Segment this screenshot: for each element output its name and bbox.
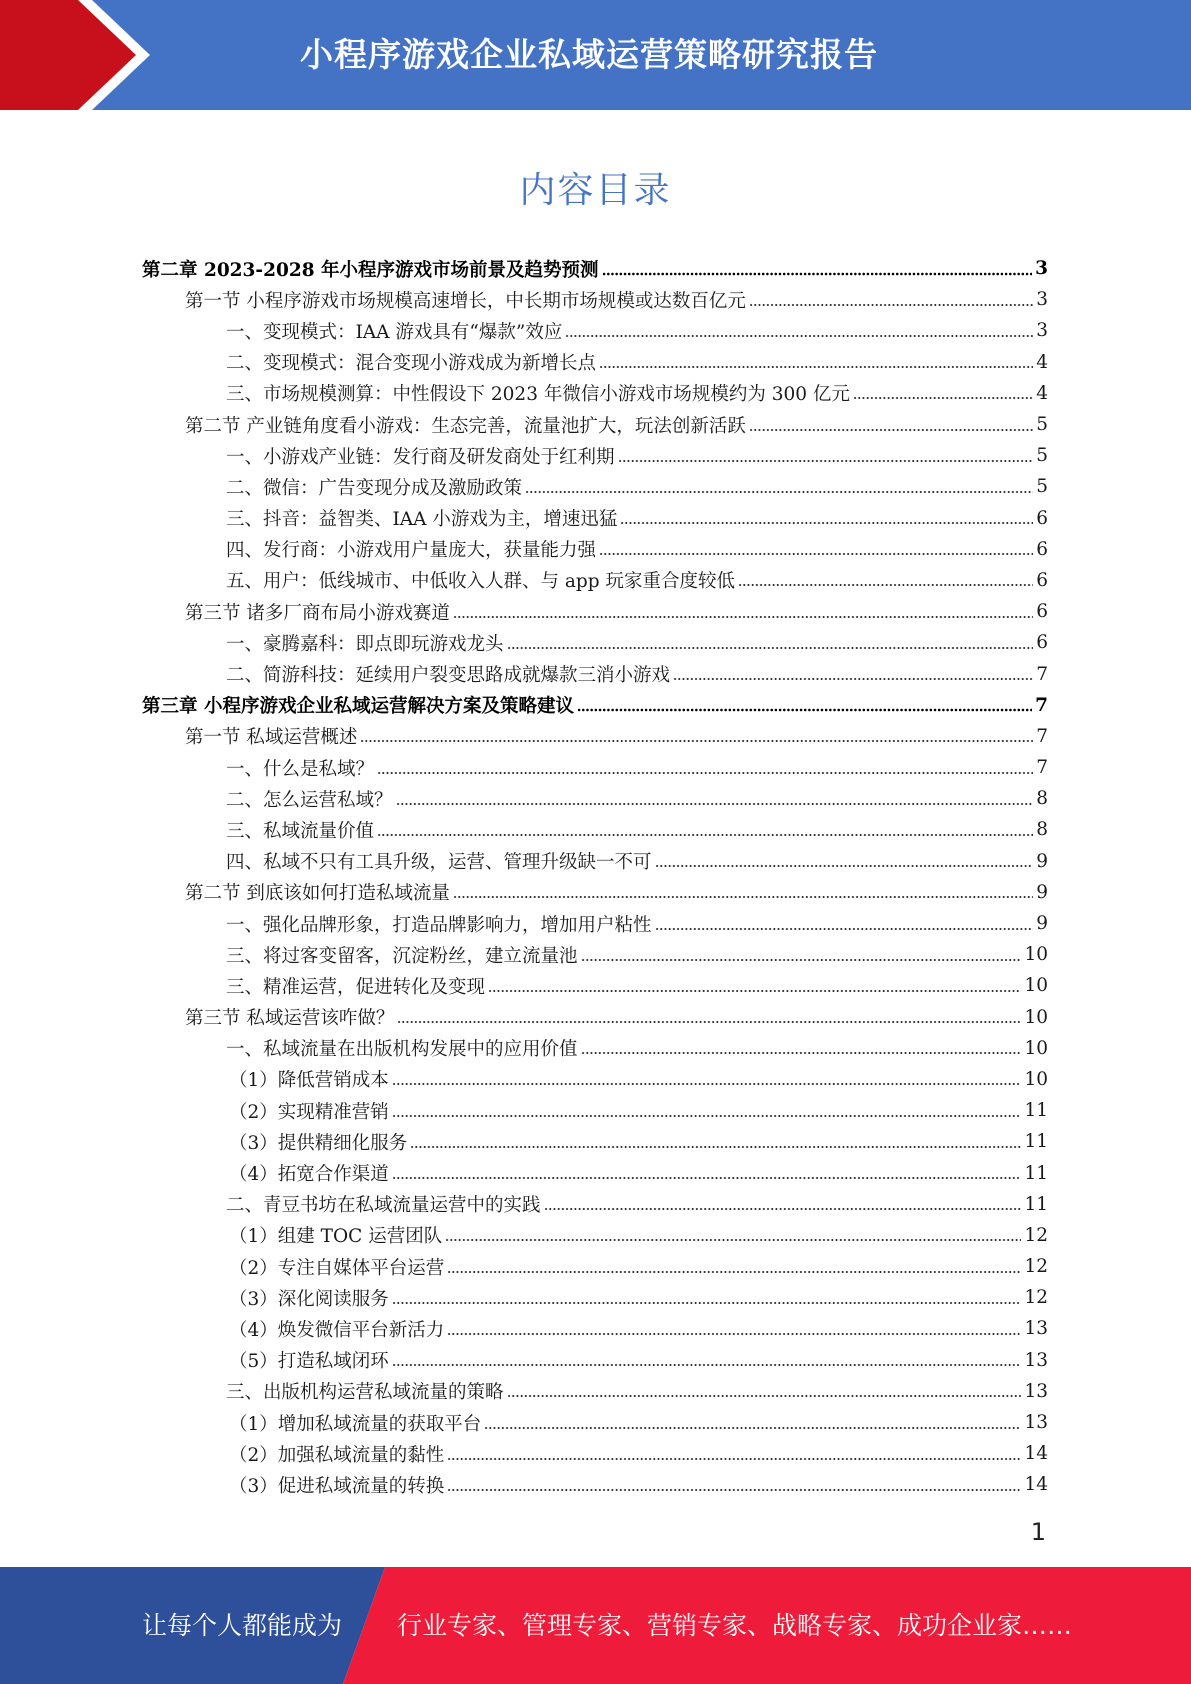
toc-entry-title: 二、简游科技：延续用户裂变思路成就爆款三消小游戏 — [226, 665, 671, 687]
toc-entry-title: （1）组建 TOC 运营团队 — [229, 1226, 443, 1248]
toc-dot-leader — [392, 1362, 1022, 1368]
toc-entry-title: 二、微信：广告变现分成及激励政策 — [226, 477, 523, 499]
toc-dot-leader — [853, 395, 1033, 401]
toc-subsection-entry[interactable] — [142, 752, 1048, 783]
toc-section-entry[interactable] — [142, 1002, 1048, 1033]
toc-dot-leader — [544, 1206, 1022, 1212]
toc-dot-leader — [447, 1487, 1021, 1493]
toc-entry-title: （3）促进私域流量的转换 — [229, 1475, 445, 1497]
toc-dot-leader — [738, 582, 1033, 588]
toc-entry-page: 9 — [1036, 881, 1048, 903]
toc-dot-leader — [360, 738, 1033, 744]
toc-entry-title: 二、怎么运营私域？ — [226, 789, 393, 811]
page-number: 1 — [1030, 1518, 1046, 1546]
toc-dot-leader — [525, 489, 1033, 495]
toc-entry-title: 三、出版机构运营私域流量的策略 — [226, 1382, 504, 1404]
toc-entry-page: 9 — [1036, 850, 1048, 872]
toc-subsection-entry[interactable] — [142, 1313, 1048, 1344]
toc-section-entry[interactable] — [142, 284, 1048, 315]
toc-entry-title: （5）打造私域闭环 — [229, 1351, 389, 1373]
toc-entry-page: 10 — [1024, 1037, 1048, 1059]
toc-dot-leader — [602, 271, 1033, 277]
toc-entry-page: 12 — [1024, 1256, 1048, 1278]
page-footer — [0, 1567, 1191, 1684]
toc-entry-page: 4 — [1036, 382, 1048, 404]
toc-subsection-entry[interactable] — [142, 1064, 1048, 1095]
toc-subsection-entry[interactable] — [142, 1376, 1048, 1407]
toc-entry-page: 12 — [1024, 1287, 1048, 1309]
toc-dot-leader — [377, 770, 1033, 776]
toc-dot-leader — [749, 427, 1033, 433]
toc-subsection-entry[interactable] — [142, 1407, 1048, 1438]
toc-entry-page: 11 — [1024, 1162, 1048, 1184]
toc-dot-leader — [620, 520, 1033, 526]
toc-entry-page: 5 — [1036, 445, 1048, 467]
toc-subsection-entry[interactable] — [142, 1220, 1048, 1251]
toc-entry-title: 一、小游戏产业链：发行商及研发商处于红利期 — [226, 446, 615, 468]
toc-entry-title: 二、青豆书坊在私域流量运营中的实践 — [226, 1195, 541, 1217]
toc-entry-title: 第二章 2023-2028 年小程序游戏市场前景及趋势预测 — [142, 259, 599, 281]
toc-entry-title: 一、变现模式：IAA 游戏具有“爆款”效应 — [226, 321, 563, 343]
toc-dot-leader — [392, 1175, 1022, 1181]
toc-entry-page: 4 — [1036, 351, 1048, 373]
footer-slogan-left: 让每个人都能成为 — [142, 1611, 343, 1640]
toc-chapter-entry[interactable] — [142, 690, 1048, 721]
toc-dot-leader — [618, 458, 1034, 464]
toc-entry-title: 一、什么是私域？ — [226, 758, 375, 780]
toc-entry-title: 第二节 到底该如何打造私域流量 — [185, 883, 450, 905]
toc-dot-leader — [507, 1393, 1022, 1399]
toc-subsection-entry[interactable] — [142, 814, 1048, 845]
toc-subsection-entry[interactable] — [142, 1033, 1048, 1064]
toc-entry-title: 三、市场规模测算：中性假设下 2023 年微信小游戏市场规模约为 300 亿元 — [226, 384, 850, 406]
toc-entry-title: （3）提供精细化服务 — [229, 1132, 408, 1154]
toc-dot-leader — [581, 957, 1022, 963]
toc-entry-title: 第一节 小程序游戏市场规模高速增长，中长期市场规模或达数百亿元 — [185, 290, 746, 312]
toc-subsection-entry[interactable] — [142, 1438, 1048, 1469]
toc-entry-page: 7 — [1036, 725, 1048, 747]
header-arrow-decoration — [0, 0, 160, 110]
toc-entry-title: 三、抖音：益智类、IAA 小游戏为主，增速迅猛 — [226, 509, 618, 531]
toc-entry-title: （1）增加私域流量的获取平台 — [229, 1413, 482, 1435]
toc-subsection-entry[interactable] — [142, 939, 1048, 970]
report-title: 小程序游戏企业私域运营策略研究报告 — [300, 35, 878, 74]
toc-entry-title: 四、发行商：小游戏用户量庞大，获量能力强 — [226, 540, 597, 562]
toc-entry-page: 14 — [1024, 1474, 1048, 1496]
toc-dot-leader — [749, 302, 1033, 308]
toc-section-entry[interactable] — [142, 721, 1048, 752]
toc-subsection-entry[interactable] — [142, 1345, 1048, 1376]
toc-entry-title: 四、私域不只有工具升级，运营、管理升级缺一不可 — [226, 852, 652, 874]
footer-slogan-right: 行业专家、管理专家、营销专家、战略专家、成功企业家…… — [397, 1611, 1073, 1640]
toc-dot-leader — [392, 1081, 1022, 1087]
toc-dot-leader — [447, 1331, 1021, 1337]
toc-subsection-entry[interactable] — [142, 970, 1048, 1001]
toc-dot-leader — [484, 1425, 1021, 1431]
toc-entry-page: 6 — [1036, 538, 1048, 560]
toc-dot-leader — [392, 1300, 1022, 1306]
toc-entry-page: 6 — [1036, 569, 1048, 591]
toc-entry-title: 一、豪腾嘉科：即点即玩游戏龙头 — [226, 633, 504, 655]
toc-entry-title: （4）拓宽合作渠道 — [229, 1164, 389, 1186]
toc-entry-title: 一、强化品牌形象，打造品牌影响力，增加用户粘性 — [226, 914, 652, 936]
toc-entry-page: 11 — [1024, 1193, 1048, 1215]
toc-subsection-entry[interactable] — [142, 1469, 1048, 1500]
toc-subsection-entry[interactable] — [142, 1189, 1048, 1220]
toc-entry-page: 5 — [1036, 476, 1048, 498]
toc-entry-page: 14 — [1024, 1443, 1048, 1465]
toc-entry-title: 三、将过客变留客，沉淀粉丝，建立流量池 — [226, 945, 578, 967]
toc-entry-page: 11 — [1024, 1131, 1048, 1153]
toc-entry-page: 7 — [1035, 694, 1048, 716]
toc-entry-title: 第三节 私域运营该咋做？ — [185, 1008, 395, 1030]
toc-dot-leader — [396, 801, 1034, 807]
toc-entry-page: 3 — [1036, 289, 1048, 311]
toc-entry-page: 8 — [1036, 819, 1048, 841]
toc-dot-leader — [453, 894, 1033, 900]
toc-entry-page: 10 — [1024, 975, 1048, 997]
toc-subsection-entry[interactable] — [142, 658, 1048, 689]
toc-dot-leader — [599, 551, 1033, 557]
toc-dot-leader — [377, 832, 1033, 838]
toc-dot-leader — [507, 645, 1034, 651]
toc-entry-page: 3 — [1036, 320, 1048, 342]
toc-entry-title: （2）实现精准营销 — [229, 1101, 389, 1123]
toc-entry-page: 6 — [1036, 507, 1048, 529]
toc-entry-page: 7 — [1036, 663, 1048, 685]
toc-subsection-entry[interactable] — [142, 471, 1048, 502]
toc-entry-page: 6 — [1036, 632, 1048, 654]
toc-entry-page: 9 — [1036, 913, 1048, 935]
toc-entry-page: 6 — [1036, 601, 1048, 623]
toc-entry-page: 7 — [1036, 757, 1048, 779]
toc-subsection-entry[interactable] — [142, 440, 1048, 471]
toc-entry-title: 第三章 小程序游戏企业私域运营解决方案及策略建议 — [142, 696, 574, 718]
toc-entry-title: （1）降低营销成本 — [229, 1070, 389, 1092]
toc-subsection-entry[interactable] — [142, 783, 1048, 814]
toc-subsection-entry[interactable] — [142, 1126, 1048, 1157]
toc-section-entry[interactable] — [142, 409, 1048, 440]
toc-entry-title: 二、变现模式：混合变现小游戏成为新增长点 — [226, 353, 597, 375]
toc-subsection-entry[interactable] — [142, 1251, 1048, 1282]
toc-dot-leader — [673, 676, 1033, 682]
toc-entry-page: 13 — [1024, 1349, 1048, 1371]
toc-section-entry[interactable] — [142, 877, 1048, 908]
toc-dot-leader — [655, 926, 1034, 932]
toc-subsection-entry[interactable] — [142, 908, 1048, 939]
toc-dot-leader — [488, 988, 1021, 994]
toc-entry-page: 13 — [1024, 1412, 1048, 1434]
toc-dot-leader — [577, 707, 1032, 713]
toc-dot-leader — [445, 1237, 1021, 1243]
toc-entry-page: 3 — [1035, 258, 1048, 280]
toc-entry-title: 第二节 产业链角度看小游戏：生态完善，流量池扩大，玩法创新活跃 — [185, 415, 746, 437]
toc-entry-title: （2）专注自媒体平台运营 — [229, 1257, 445, 1279]
toc-dot-leader — [410, 1144, 1021, 1150]
toc-entry-page: 11 — [1024, 1100, 1048, 1122]
toc-entry-title: （2）加强私域流量的黏性 — [229, 1444, 445, 1466]
toc-section-entry[interactable] — [142, 596, 1048, 627]
toc-entry-title: 一、私域流量在出版机构发展中的应用价值 — [226, 1039, 578, 1061]
toc-subsection-entry[interactable] — [142, 534, 1048, 565]
toc-entry-page: 10 — [1024, 944, 1048, 966]
toc-entry-page: 10 — [1024, 1006, 1048, 1028]
toc-dot-leader — [392, 1113, 1022, 1119]
toc-subsection-entry[interactable] — [142, 846, 1048, 877]
toc-entry-title: （3）深化阅读服务 — [229, 1288, 389, 1310]
toc-entry-title: 三、精准运营，促进转化及变现 — [226, 976, 486, 998]
toc-entry-title: 三、私域流量价值 — [226, 820, 375, 842]
toc-entry-page: 10 — [1024, 1068, 1048, 1090]
toc-entry-page: 5 — [1036, 414, 1048, 436]
toc-chapter-entry[interactable] — [142, 253, 1048, 284]
toc-dot-leader — [581, 1050, 1022, 1056]
toc-entry-page: 13 — [1024, 1318, 1048, 1340]
toc-dot-leader — [599, 364, 1033, 370]
toc-entry-title: （4）焕发微信平台新活力 — [229, 1319, 445, 1341]
toc-entry-page: 13 — [1024, 1380, 1048, 1402]
toc-dot-leader — [565, 333, 1033, 339]
toc-subsection-entry[interactable] — [142, 1095, 1048, 1126]
page-header — [0, 0, 1191, 110]
toc-dot-leader — [453, 614, 1033, 620]
toc-subsection-entry[interactable] — [142, 565, 1048, 596]
toc-entry-page: 8 — [1036, 788, 1048, 810]
toc-dot-leader — [447, 1456, 1021, 1462]
toc-entry-title: 第一节 私域运营概述 — [185, 727, 358, 749]
toc-subsection-entry[interactable] — [142, 1157, 1048, 1188]
toc-entry-page: 12 — [1024, 1224, 1048, 1246]
toc-dot-leader — [447, 1269, 1021, 1275]
toc-subsection-entry[interactable] — [142, 378, 1048, 409]
toc-subsection-entry[interactable] — [142, 503, 1048, 534]
toc-subsection-entry[interactable] — [142, 627, 1048, 658]
toc-subsection-entry[interactable] — [142, 315, 1048, 346]
toc-heading: 内容目录 — [519, 170, 672, 211]
toc-subsection-entry[interactable] — [142, 1282, 1048, 1313]
toc-entry-title: 第三节 诸多厂商布局小游戏赛道 — [185, 602, 450, 624]
table-of-contents — [142, 253, 1048, 1501]
toc-dot-leader — [655, 863, 1034, 869]
toc-dot-leader — [397, 1019, 1021, 1025]
toc-subsection-entry[interactable] — [142, 347, 1048, 378]
toc-entry-title: 五、用户：低线城市、中低收入人群、与 app 玩家重合度较低 — [226, 571, 735, 593]
